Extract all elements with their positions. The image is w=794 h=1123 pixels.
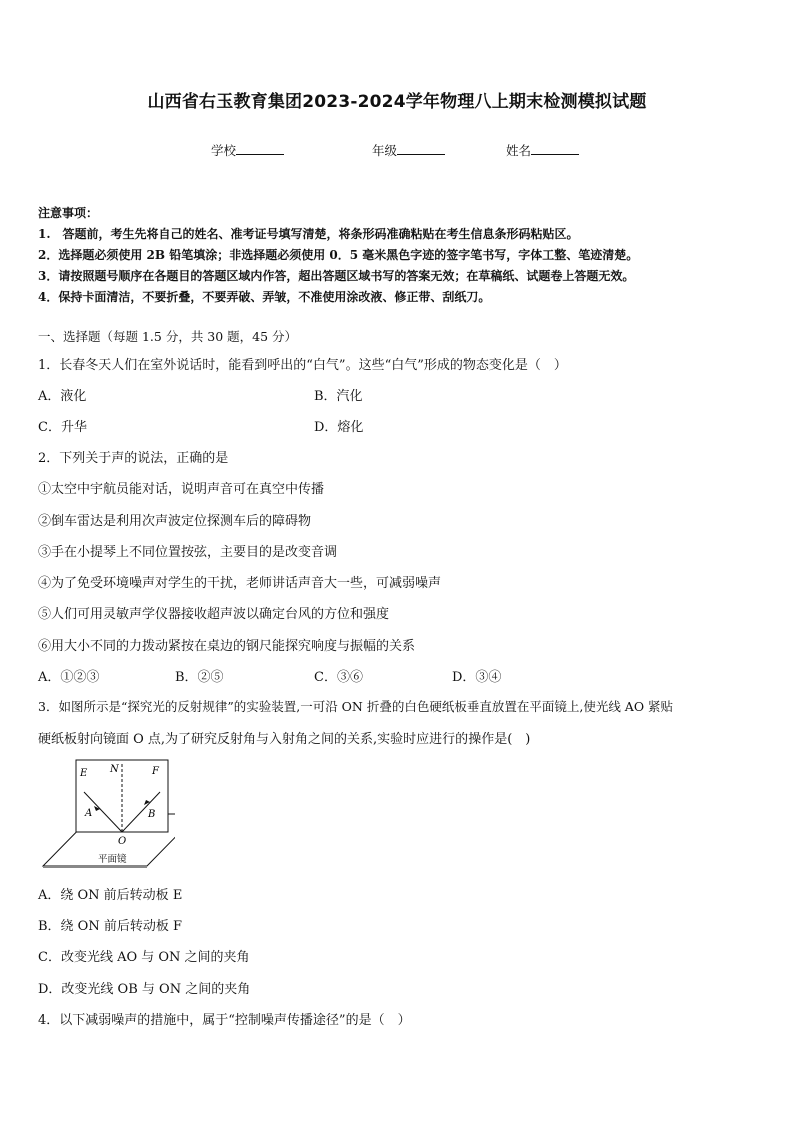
section-heading: 一、选择题（每题 1.5 分，共 30 题，45 分） bbox=[38, 329, 298, 344]
notice-block bbox=[38, 203, 638, 308]
label-b: B bbox=[148, 809, 156, 820]
q1-stem: 1．长春冬天人们在室外说话时，能看到呼出的“白气”。这些“白气”形成的物态变化是（ ） bbox=[38, 358, 567, 373]
q2-statement-1: ①太空中宇航员能对话，说明声音可在真空中传播 bbox=[38, 482, 325, 497]
q2-statement-2: ②倒车雷达是利用次声波定位探测车后的障碍物 bbox=[38, 514, 312, 529]
notice-heading: 注意事项： bbox=[38, 206, 99, 220]
q2-statement-6: ⑥用大小不同的力拨动紧按在桌边的钢尺能探究响度与振幅的关系 bbox=[38, 639, 416, 654]
q3-option-a: A．绕 ON 前后转动板 E bbox=[38, 888, 183, 903]
grade-blank bbox=[397, 142, 445, 155]
page-title: 山西省右玉教育集团2023-2024学年物理八上期末检测模拟试题 bbox=[147, 92, 647, 112]
label-e: E bbox=[80, 768, 88, 779]
q2-option-b: B．②⑤ bbox=[175, 670, 224, 685]
notice-item-4: 4．保持卡面清洁，不要折叠，不要弄破、弄皱，不准使用涂改液、修正带、刮纸刀。 bbox=[38, 290, 491, 304]
q1-option-c: C．升华 bbox=[38, 420, 87, 435]
label-n: N bbox=[110, 764, 119, 775]
q2-statement-3: ③手在小提琴上不同位置按弦，主要目的是改变音调 bbox=[38, 545, 338, 560]
name-blank bbox=[531, 142, 579, 155]
school-label: 学校 bbox=[211, 143, 237, 158]
label-o: O bbox=[118, 836, 127, 847]
q1-option-b: B．汽化 bbox=[314, 389, 363, 404]
school-blank bbox=[236, 142, 284, 155]
notice-item-3: 3．请按照题号顺序在各题目的答题区域内作答，超出答题区域书写的答案无效；在草稿纸、试题卷上答题无效。 bbox=[38, 269, 635, 283]
q2-stem: 2．下列关于声的说法，正确的是 bbox=[38, 451, 229, 466]
q2-option-a: A．①②③ bbox=[38, 670, 100, 685]
q3-option-b: B．绕 ON 前后转动板 F bbox=[38, 919, 183, 934]
label-f: F bbox=[152, 766, 159, 777]
q2-statement-4: ④为了免受环境噪声对学生的干扰，老师讲话声音大一些，可减弱噪声 bbox=[38, 576, 442, 591]
q4-stem: 4．以下减弱噪声的措施中，属于“控制噪声传播途径”的是（ ） bbox=[38, 1013, 411, 1028]
q3-option-c: C．改变光线 AO 与 ON 之间的夹角 bbox=[38, 950, 250, 965]
q3-stem-line-1: 3．如图所示是“探究光的反射规律”的实验装置,一可沿 ON 折叠的白色硬纸板垂直放置在平面镜上,使光线 AO 紧贴 bbox=[38, 699, 674, 714]
reflection-apparatus-figure bbox=[40, 758, 175, 868]
q1-option-a: A．液化 bbox=[38, 389, 87, 404]
name-label: 姓名 bbox=[506, 143, 532, 158]
q2-option-d: D．③④ bbox=[452, 670, 502, 685]
notice-item-2: 2．选择题必须使用 2B 铅笔填涂；非选择题必须使用 0．5 毫米黑色字迹的签字笔书写，字体工整、笔迹清楚。 bbox=[38, 248, 639, 262]
q2-option-c: C．③⑥ bbox=[314, 670, 363, 685]
name-field bbox=[506, 141, 579, 159]
label-a: A bbox=[85, 808, 93, 819]
grade-label: 年级 bbox=[372, 143, 398, 158]
grade-field bbox=[372, 141, 445, 159]
q1-option-d: D．熔化 bbox=[314, 420, 364, 435]
reflection-apparatus-diagram bbox=[40, 758, 175, 868]
notice-item-1: 1. 答题前，考生先将自己的姓名、准考证号填写清楚，将条形码准确粘贴在考生信息条形码粘贴区。 bbox=[38, 227, 579, 241]
q2-statement-5: ⑤人们可用灵敏声学仪器接收超声波以确定台风的方位和强度 bbox=[38, 607, 390, 622]
q3-stem-line-2: 硬纸板射向镜面 O 点,为了研究反射角与入射角之间的关系,实验时应进行的操作是( ) bbox=[38, 732, 531, 747]
q3-option-d: D．改变光线 OB 与 ON 之间的夹角 bbox=[38, 982, 251, 997]
school-field bbox=[211, 141, 284, 159]
label-mirror: 平面镜 bbox=[98, 854, 127, 865]
